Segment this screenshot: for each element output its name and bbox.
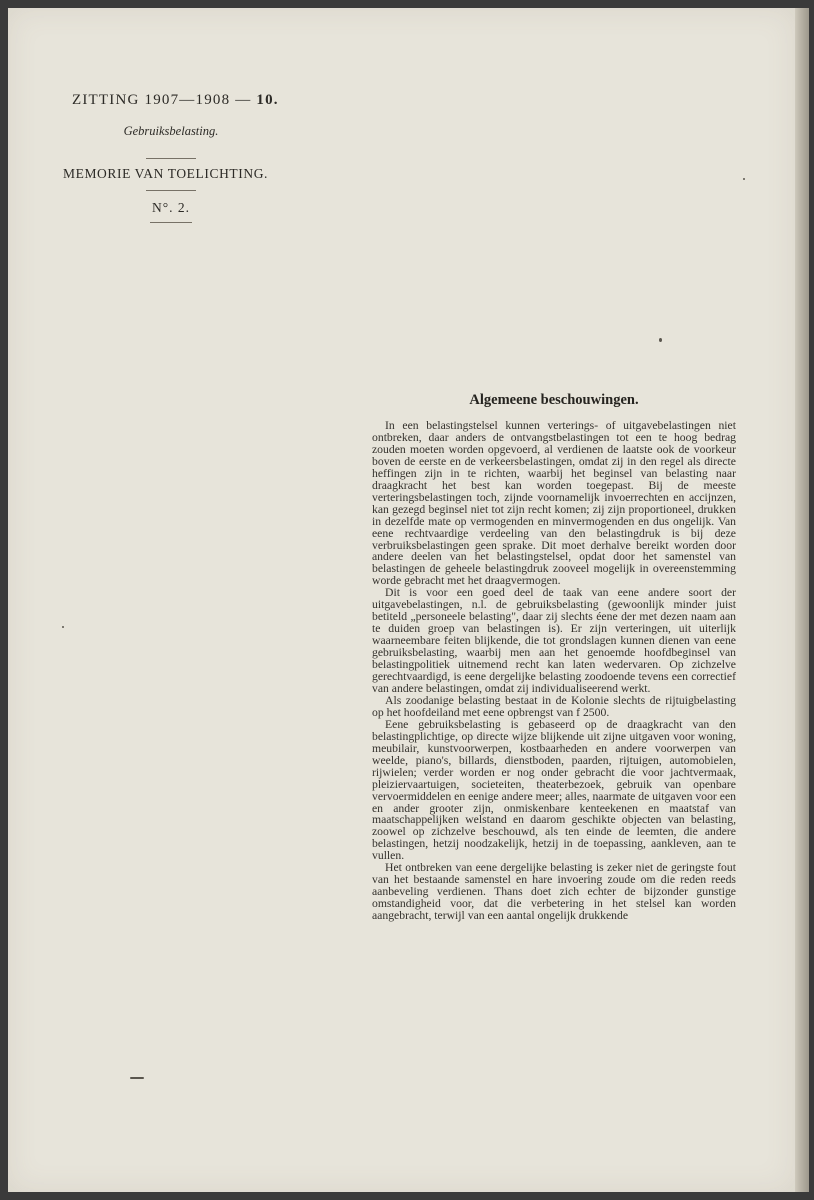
- session-line: [72, 92, 279, 109]
- paper-speck: [62, 626, 64, 628]
- divider-rule: [146, 190, 196, 191]
- session-number: 10.: [256, 92, 279, 108]
- session-label: ZITTING 1907—1908 —: [72, 92, 252, 108]
- paragraph: Eene gebruiksbelasting is gebaseerd op de draagkracht van den belastingplichtige, op directe wijze blijkende uit zijne uitgaven voor woning, meubilair, kunstvoorwerpen, kostbaarheden en andere voorwerpen van weelde, piano's, billards, dienstboden, paarden, rijtuigen, automobielen, rijwielen; verder worden er nog onder gebracht die voor jachtvermaak, pleiziervaartuigen, societeiten, theaterbezoek, gebruik van openbare vervoermiddelen en eenige andere meer; alles, naarmate de uitgaven voor een en ander grooter zijn, onmiskenbare kenteekenen en maatstaf van maatschappelijken welstand en daarom geschikte objecten van belasting, zoowel op zichzelve beschouwd, als ten einde de leemten, die andere belastingen, hetzij noodzakelijk, hetzij in de toepassing, aankleven, aan te vullen.: [372, 717, 736, 863]
- divider-rule: [146, 158, 196, 159]
- section-title: Algemeene beschouwingen.: [469, 392, 639, 408]
- divider-rule: [150, 222, 192, 223]
- paragraph: In een belastingstelsel kunnen verterings- of uitgavebelastingen niet ontbreken, daar anders de ontvangstbelastingen tot een te hoog bedrag zouden moeten worden opgevoerd, al verdienen de laatste ook de voorkeur boven de eerste en de verkeersbelastingen, omdat zij in den regel als directe heffingen zijn in te richten, waarbij het beginsel van belasting naar draagkracht het best kan worden toegepast. Bij de meeste verteringsbelastingen toch, zijnde voornamelijk invoerrechten en accijnzen, kan gezegd beginsel niet tot zijn recht komen; zij zijn proportioneel, drukken in dezelfde mate op vermogenden en minvermogenden en dus ongelijk. Van eene rechtvaardige verdeeling van den belastingdruk is bij deze verbruiksbelastingen geen sprake. Dit moet derhalve bereikt worden door andere deelen van het belastingstelsel, opdat door het samenstel van belastingen de geheele belastingdruk zooveel mogelijk in overeenstemming worde gebracht met het draagvermogen.: [372, 419, 736, 588]
- paragraph: Het ontbreken van eene dergelijke belasting is zeker niet de geringste fout van het bestaande samenstel en hare invoering zoude om die reden reeds aanbeveling verdienen. Thans doet zich echter de bijzonder gunstige omstandigheid voor, dat die verbetering in het stelsel kan worden aangebracht, terwijl van een aantal ongelijk drukkende: [372, 861, 736, 923]
- paragraph: Dit is voor een goed deel de taak van eene andere soort der uitgavebelastingen, n.l. de gebruiksbelasting (gewoonlijk minder juist betiteld „personeele belasting", daar zij slechts éene der met dezen naam aan te duiden groep van belastingen is). Er zijn verteringen, uit uiterlijk waarneembare feiten blijkende, die tot grondslagen kunnen dienen van eene gebruiksbelasting, waarbij men aan het genoemde hoofdbeginsel van belastingpolitiek uitnemend recht kan laten wedervaren. Op zichzelve gerechtvaardigd, is eene dergelijke belasting zoodoende tevens een correctief van andere belastingen, omdat zij individualiseerend werkt.: [372, 586, 736, 695]
- paper-speck: [659, 338, 662, 342]
- document-type: MEMORIE VAN TOELICHTING.: [63, 166, 269, 181]
- document-number: N°. 2.: [151, 200, 191, 215]
- body-text: [372, 420, 736, 922]
- subject-title: Gebruiksbelasting.: [123, 124, 219, 138]
- paper-speck: [743, 178, 745, 180]
- page-edge: [795, 8, 809, 1192]
- paper-mark: [130, 1077, 144, 1079]
- paragraph: Als zoodanige belasting bestaat in de Kolonie slechts de rijtuigbelasting op het hoofdeiland met eene opbrengst van f 2500.: [372, 693, 736, 719]
